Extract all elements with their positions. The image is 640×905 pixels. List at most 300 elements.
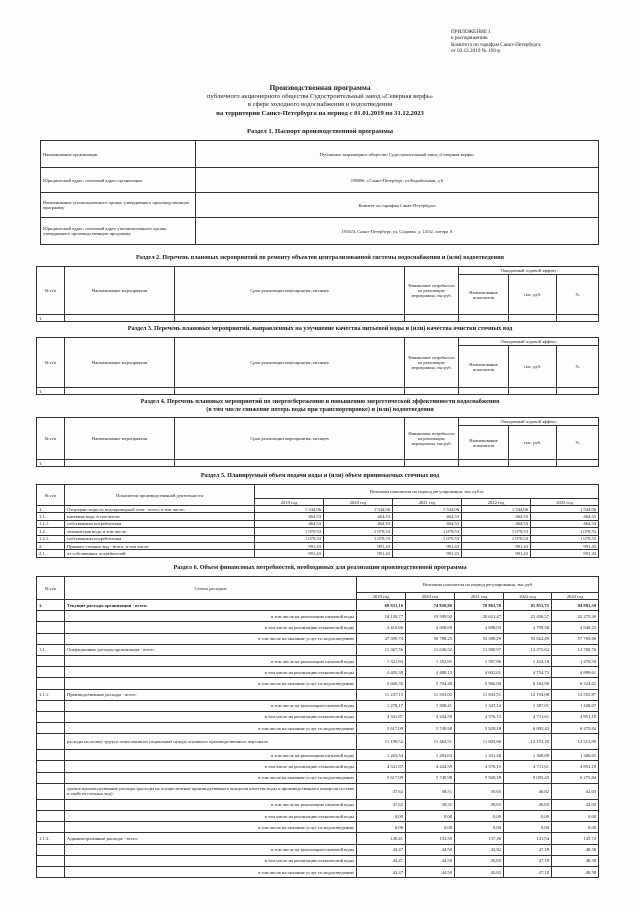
row-label: в том числе на реализацию питьевой воды — [65, 611, 357, 622]
col-header-num: № п/п — [37, 577, 65, 600]
row-value: 991,43 — [324, 542, 393, 549]
row-value: 4 410,66 — [357, 622, 406, 633]
table-row — [37, 388, 599, 395]
row-value: 45,82 — [455, 844, 504, 855]
col-header-finance: Финансовые потребности на реализацию мероприятия, тыс.руб. — [405, 338, 459, 388]
row-value: 38,51 — [406, 799, 455, 810]
row-value: 6 275,84 — [552, 772, 599, 783]
row-num — [37, 855, 65, 866]
energy-measures-table — [36, 417, 599, 467]
col-header-num: № п/п — [37, 338, 65, 388]
row-num: 1. — [37, 315, 65, 322]
col-header-name: Статьи расходов — [65, 577, 357, 600]
row-value: 39,65 — [455, 799, 504, 810]
passport-row — [41, 168, 599, 193]
col-header-effect: Ожидаемый годовой эффект — [459, 338, 599, 346]
col-header-num: № п/п — [37, 418, 65, 460]
row-value: 4 576,15 — [455, 761, 504, 772]
row-value: 4 698,93 — [455, 622, 504, 633]
row-label: в том числе на оказание услуг по водоотведению — [65, 678, 357, 689]
row-value: 44,50 — [406, 866, 455, 877]
repair-measures-table — [36, 266, 599, 322]
row-value: 48,58 — [552, 866, 599, 877]
finance-table-body — [37, 600, 599, 878]
volume-table-body — [37, 506, 599, 558]
row-num — [37, 667, 65, 678]
passport-value: 191023, Санкт-Петербург, ул. Садовая, д. 14/52, литера А — [196, 218, 599, 245]
table-row — [37, 611, 599, 622]
table-row — [37, 542, 599, 549]
section-2-title: Раздел 2. Перечень плановых мероприятий по ремонту объектов централизованной системы водоснабжения и (или) водоотведения — [135, 254, 505, 261]
row-value: 1 476,50 — [552, 655, 599, 666]
row-value: 464,53 — [462, 513, 531, 520]
row-label: собственным потребителям — [65, 520, 255, 527]
row-label: от собственных потребителей — [65, 550, 255, 557]
table-row — [37, 750, 599, 761]
row-value: 0,00 — [406, 822, 455, 833]
section-4-title-line: Раздел 4. Перечень плановых мероприятий по энергосбережению и повышению энергетической эффективности водоснабжения — [140, 398, 500, 405]
title-main: Производственная программа — [269, 83, 371, 92]
col-header-year: 2022 год — [462, 499, 531, 506]
row-label: в том числе на реализацию питьевой воды — [65, 700, 357, 711]
title-line: публичного акционерного общества Судостроительный завод «Северная верфь» — [206, 92, 434, 100]
table-row — [37, 535, 599, 542]
col-header-term: Срок реализации мероприятия, месяцев — [175, 338, 405, 388]
col-header-num: № п/п — [37, 267, 65, 315]
section-5-title: Раздел 5. Планируемый объем подачи воды и (или) объем принимаемых сточных вод — [200, 472, 440, 479]
row-value: 464,53 — [462, 520, 531, 527]
row-value: 991,43 — [255, 550, 324, 557]
col-header-year: 2020 год — [406, 593, 455, 600]
row-value: 4 798,58 — [504, 622, 552, 633]
row-num — [37, 655, 65, 666]
row-value: 5 920,18 — [455, 723, 504, 734]
table-row — [37, 723, 599, 734]
table-row — [37, 644, 599, 655]
table-row — [37, 622, 599, 633]
row-value: 11 843,51 — [455, 689, 504, 700]
row-value: 0,00 — [357, 822, 406, 833]
row-value: 6 162,90 — [504, 678, 552, 689]
row-label: в том числе на оказание услуг по водоотведению — [65, 772, 357, 783]
row-value: 4 711,61 — [504, 711, 552, 722]
row-value: 20 621,47 — [455, 611, 504, 622]
row-label: питьевая вода, в том числе: — [65, 513, 255, 520]
row-label: в том числе на реализацию технической воды — [65, 761, 357, 772]
row-label: в том числе на оказание услуг по водоотведению — [65, 723, 357, 734]
col-header-year: 2023 год — [552, 593, 599, 600]
passport-value: Публичное акционерное общество Судостроительный завод «Северная верфь» — [196, 141, 599, 168]
finance-table — [36, 576, 599, 878]
row-value: 21 430,57 — [504, 611, 552, 622]
col-header-indicator: Наименование показателя — [459, 346, 509, 388]
row-value: 1 079,53 — [255, 528, 324, 535]
row-num: 2. — [37, 542, 65, 549]
table-row — [37, 833, 599, 844]
col-header-year: 2019 год — [357, 593, 406, 600]
row-num — [37, 772, 65, 783]
row-value: 11 503,02 — [406, 689, 455, 700]
row-label: техническая вода, в том числе: — [65, 528, 255, 535]
row-value: 133,50 — [406, 833, 455, 844]
volume-table — [36, 484, 599, 558]
row-num — [37, 866, 65, 877]
col-header-term: Срок реализации мероприятия, месяцев — [175, 267, 405, 315]
row-value: 464,53 — [324, 513, 393, 520]
row-value: 464,53 — [255, 520, 324, 527]
row-value: 4 508,69 — [406, 622, 455, 633]
row-value: 4 341,87 — [357, 711, 406, 722]
row-value: 464,53 — [393, 520, 462, 527]
col-header-year: 2021 год — [455, 593, 504, 600]
row-value: 4 488,13 — [406, 667, 455, 678]
row-label: в том числе на реализацию технической воды — [65, 811, 357, 822]
row-num — [37, 799, 65, 810]
row-value: 991,43 — [462, 550, 531, 557]
row-value: 11 237,15 — [357, 689, 406, 700]
row-value: 37,62 — [357, 783, 406, 799]
row-value: 4 940,52 — [552, 622, 599, 633]
row-num: 1.1.3. — [37, 833, 65, 844]
row-value: 1 544,06 — [462, 506, 531, 513]
row-value: 991,43 — [393, 550, 462, 557]
row-value: 1 544,06 — [324, 506, 393, 513]
row-value: 1 397,96 — [455, 655, 504, 666]
row-label: Принято сточных вод - всего, в том числе: — [65, 542, 255, 549]
row-value: 1 368,89 — [504, 750, 552, 761]
row-value: 57 769,68 — [552, 633, 599, 644]
document-title — [120, 84, 520, 118]
row-value: 1 331,48 — [455, 750, 504, 761]
row-label: в том числе на реализацию технической воды — [65, 711, 357, 722]
table-row — [37, 528, 599, 535]
row-num — [37, 678, 65, 689]
col-header-pct: % — [557, 426, 599, 460]
row-value: 991,43 — [324, 550, 393, 557]
passport-row — [41, 141, 599, 168]
row-value: 5 617,09 — [357, 772, 406, 783]
col-header-name: Наименование мероприятия — [65, 338, 175, 388]
passport-label: Юридический адрес, почтовый адрес уполномоченного органа, утвердившего производственную программу — [41, 218, 196, 245]
row-value: 1 079,53 — [393, 535, 462, 542]
row-value: 0,00 — [552, 822, 599, 833]
row-value: 37,62 — [357, 799, 406, 810]
col-header-indicator: Наименование показателя — [459, 426, 509, 460]
row-num — [37, 783, 65, 799]
row-value: 11 199,52 — [357, 734, 406, 750]
row-label: в том числе на реализацию питьевой воды — [65, 799, 357, 810]
row-value: 0,00 — [552, 811, 599, 822]
row-label: расходы на оплату труда и отчисления на социальные нужды основного производственного персонала — [65, 734, 357, 750]
table-row — [37, 822, 599, 833]
row-value: 1 428,07 — [552, 700, 599, 711]
row-value: 4 341,87 — [357, 761, 406, 772]
row-value: 47,18 — [504, 844, 552, 855]
row-value: 5 749,98 — [406, 772, 455, 783]
row-label: в том числе на реализацию питьевой воды — [65, 655, 357, 666]
row-value: 464,53 — [531, 513, 599, 520]
row-value: 43,47 — [357, 844, 406, 855]
row-value: 5 749,98 — [406, 723, 455, 734]
passport-label: Наименование организации — [41, 141, 196, 168]
row-value: 6 324,62 — [552, 678, 599, 689]
row-value: 40,82 — [504, 783, 552, 799]
row-value: 4 576,15 — [455, 711, 504, 722]
row-label: в том числе на реализацию питьевой воды — [65, 750, 357, 761]
table-row — [37, 700, 599, 711]
row-value: 991,43 — [393, 542, 462, 549]
col-header-indicator: Наименование показателя — [459, 275, 509, 315]
col-header-name: Наименование мероприятия — [65, 267, 175, 315]
row-value: 1 263,54 — [357, 750, 406, 761]
row-value: 137,46 — [455, 833, 504, 844]
col-header-name: Показатели производственной деятельности — [65, 485, 255, 506]
col-header-values: Величина показателя на период регулирования, тыс.руб — [357, 577, 599, 593]
row-value: 48,58 — [552, 855, 599, 866]
row-num — [37, 822, 65, 833]
section-4-title — [60, 398, 580, 414]
table-row — [37, 844, 599, 855]
row-value: 42,03 — [552, 799, 599, 810]
row-value: 81 853,75 — [504, 600, 552, 611]
row-value: 18 120,77 — [357, 611, 406, 622]
row-value: 44,50 — [406, 855, 455, 866]
table-row — [37, 678, 599, 689]
row-value: 44,50 — [406, 844, 455, 855]
table-row — [37, 811, 599, 822]
table-row — [37, 460, 599, 467]
table-row — [37, 711, 599, 722]
row-value: 48,58 — [552, 844, 599, 855]
row-num: 1. — [37, 460, 65, 467]
row-value: 1 079,53 — [531, 535, 599, 542]
row-value: 47,18 — [504, 866, 552, 877]
row-value: 1 387,01 — [504, 700, 552, 711]
row-label: Текущие расходы организации - всего: — [65, 600, 357, 611]
row-value: 4 851,18 — [552, 711, 599, 722]
col-header-year: 2021 год — [393, 499, 462, 506]
col-header-values: Величина показателя на период регулирования, тыс.куб.м — [255, 485, 599, 499]
col-header-year: 2019 год — [255, 499, 324, 506]
row-num: 1.2. — [37, 528, 65, 535]
row-value: 12 194,08 — [504, 689, 552, 700]
table-row — [37, 520, 599, 527]
row-label: Операционные расходы организации - всего: — [65, 644, 357, 655]
col-header-effect: Ожидаемый годовой эффект — [459, 418, 599, 426]
section-3-title: Раздел 3. Перечень плановых мероприятий, направленных на улучшение качества питьевой воды и (или) качества очистки сточных вод — [127, 325, 513, 332]
row-value: 1 079,53 — [531, 528, 599, 535]
row-num: 2.1. — [37, 550, 65, 557]
row-value: 6 275,84 — [552, 723, 599, 734]
row-label: прочие производственные расходы (расходы на осуществление производственного контроля качества воды и производственного контроля состава и свойств сточных вод) — [65, 783, 357, 799]
row-value: 55 622,49 — [504, 633, 552, 644]
row-value: 19 509,92 — [406, 611, 455, 622]
col-header-num: № п/п — [37, 485, 65, 506]
row-value: 38,51 — [406, 783, 455, 799]
row-value: 42,03 — [552, 783, 599, 799]
table-row — [37, 734, 599, 750]
row-value: 145,74 — [552, 833, 599, 844]
row-label: в том числе на оказание услуг по водоотведению — [65, 866, 357, 877]
row-value: 43,47 — [357, 855, 406, 866]
row-value: 5 794,48 — [406, 678, 455, 689]
passport-row — [41, 193, 599, 218]
row-num — [37, 734, 65, 750]
row-value: 5 660,35 — [357, 678, 406, 689]
row-value: 0,00 — [455, 822, 504, 833]
row-num — [37, 622, 65, 633]
row-value: 11 803,66 — [455, 734, 504, 750]
row-value: 6 095,43 — [504, 723, 552, 734]
appendix-line: от 03.12.2019 № 169-р — [451, 48, 501, 55]
row-num — [37, 711, 65, 722]
col-header-rub: тыс. руб. — [509, 275, 557, 315]
table-row — [37, 866, 599, 877]
row-value: 5 920,18 — [455, 772, 504, 783]
table-row — [37, 783, 599, 799]
row-value: 50 788,25 — [406, 633, 455, 644]
row-value: 6 095,43 — [504, 772, 552, 783]
row-value: 1 386,65 — [552, 750, 599, 761]
row-label: в том числе на оказание услуг по водоотведению — [65, 822, 357, 833]
passport-row — [41, 218, 599, 245]
row-value: 45,82 — [455, 866, 504, 877]
table-row — [37, 761, 599, 772]
row-value: 1 079,53 — [324, 528, 393, 535]
passport-value: Комитет по тарифам Санкт-Петербурга — [196, 193, 599, 218]
row-value: 141,54 — [504, 833, 552, 844]
row-value: 69 931,16 — [357, 600, 406, 611]
row-value: 1 079,53 — [255, 535, 324, 542]
row-value: 0,00 — [357, 811, 406, 822]
row-value: 12 512,99 — [552, 734, 599, 750]
appendix-line: к распоряжению — [451, 35, 488, 42]
table-row — [37, 513, 599, 520]
appendix-note — [451, 29, 540, 55]
row-value: 0,00 — [504, 811, 552, 822]
row-value: 11 367,56 — [357, 644, 406, 655]
row-value: 47,18 — [504, 855, 552, 866]
row-value: 53 580,29 — [455, 633, 504, 644]
row-value: 0,00 — [504, 822, 552, 833]
section-1-title: Раздел 1. Паспорт производственной программы — [247, 128, 393, 135]
row-label: Административные расходы - всего: — [65, 833, 357, 844]
row-value: 1 544,06 — [531, 506, 599, 513]
row-label: в том числе на оказание услуг по водоотведению — [65, 633, 357, 644]
col-header-finance: Финансовые потребности на реализацию мероприятия, тыс.руб. — [405, 267, 459, 315]
title-line: в сфере холодного водоснабжения и водоотведения — [247, 101, 393, 109]
passport-table — [40, 140, 599, 245]
section-6-title: Раздел 6. Объем финансовых потребностей, необходимых для реализации производственной программы — [173, 564, 467, 571]
row-value: 991,43 — [531, 550, 599, 557]
row-value: 12 375,62 — [504, 644, 552, 655]
row-value: 1 079,53 — [393, 528, 462, 535]
row-label: Отпущено воды из водопроводной сети - всего, в том числе: — [65, 506, 255, 513]
row-num — [37, 700, 65, 711]
row-value: 84 983,59 — [552, 600, 599, 611]
row-value: 11 980,97 — [455, 644, 504, 655]
col-header-year: 2020 год — [324, 499, 393, 506]
row-value: 991,43 — [531, 542, 599, 549]
row-value: 991,43 — [462, 542, 531, 549]
row-value: 12 555,87 — [552, 689, 599, 700]
row-num: 1.1. — [37, 513, 65, 520]
row-value: 1 347,14 — [455, 700, 504, 711]
row-value: 991,43 — [255, 542, 324, 549]
passport-label: Юридический адрес, почтовый адрес организации — [41, 168, 196, 193]
row-value: 5 966,00 — [455, 678, 504, 689]
passport-label: Наименование уполномоченного органа, утвердившего производственную программу — [41, 193, 196, 218]
row-value: 12 700,76 — [552, 644, 599, 655]
row-num: 1.1.1. — [37, 689, 65, 700]
col-header-effect: Ожидаемый годовой эффект — [459, 267, 599, 275]
row-label: в том числе на реализацию технической воды — [65, 622, 357, 633]
row-value: 12 153,20 — [504, 734, 552, 750]
row-value: 4 754,73 — [504, 667, 552, 678]
col-header-year: 2022 год — [504, 593, 552, 600]
row-value: 4 899,61 — [552, 667, 599, 678]
row-label: в том числе на реализацию питьевой воды — [65, 844, 357, 855]
passport-value: 198096, г.Санкт-Петербург, ул.Корабельная, д.6 — [196, 168, 599, 193]
table-row — [37, 506, 599, 513]
row-num — [37, 611, 65, 622]
appendix-line: Комитета по тарифам Санкт-Петербурга — [451, 41, 541, 48]
row-value: 464,53 — [393, 513, 462, 520]
row-num — [37, 633, 65, 644]
row-value: 1 544,06 — [393, 506, 462, 513]
col-header-year: 2023 год — [531, 499, 599, 506]
row-value: 4 444,59 — [406, 711, 455, 722]
row-value: 4 602,01 — [455, 667, 504, 678]
table-row — [37, 667, 599, 678]
row-value: 39,65 — [455, 783, 504, 799]
table-row — [37, 600, 599, 611]
table-row — [37, 799, 599, 810]
row-value: 11 464,51 — [406, 734, 455, 750]
row-value: 464,53 — [324, 520, 393, 527]
col-header-name: Наименование мероприятия — [65, 418, 175, 460]
row-value: 1 278,17 — [357, 700, 406, 711]
row-value: 74 820,86 — [406, 600, 455, 611]
row-value: 130,41 — [357, 833, 406, 844]
row-value: 1 321,84 — [357, 655, 406, 666]
row-value: 0,00 — [406, 811, 455, 822]
row-value: 1 544,06 — [255, 506, 324, 513]
row-value: 464,53 — [255, 513, 324, 520]
col-header-pct: % — [557, 346, 599, 388]
row-num — [37, 844, 65, 855]
row-value: 4 444,59 — [406, 761, 455, 772]
col-header-pct: % — [557, 275, 599, 315]
table-row — [37, 655, 599, 666]
row-value: 464,53 — [531, 520, 599, 527]
table-row — [37, 855, 599, 866]
row-num — [37, 811, 65, 822]
row-num: 1.1. — [37, 644, 65, 655]
row-label: Производственные расходы - всего: — [65, 689, 357, 700]
row-value: 1 079,53 — [324, 535, 393, 542]
row-num: 1. — [37, 506, 65, 513]
table-row — [37, 633, 599, 644]
col-header-finance: Финансовые потребности на реализацию мероприятия, тыс.руб. — [405, 418, 459, 460]
row-value: 78 863,70 — [455, 600, 504, 611]
row-value: 22 275,39 — [552, 611, 599, 622]
col-header-rub: тыс. руб. — [509, 346, 557, 388]
row-value: 1 079,53 — [462, 535, 531, 542]
row-value: 40,82 — [504, 799, 552, 810]
table-row — [37, 315, 599, 322]
title-line: на территории Санкт-Петербурга на период с 01.01.2019 по 31.12.2023 — [216, 109, 424, 117]
